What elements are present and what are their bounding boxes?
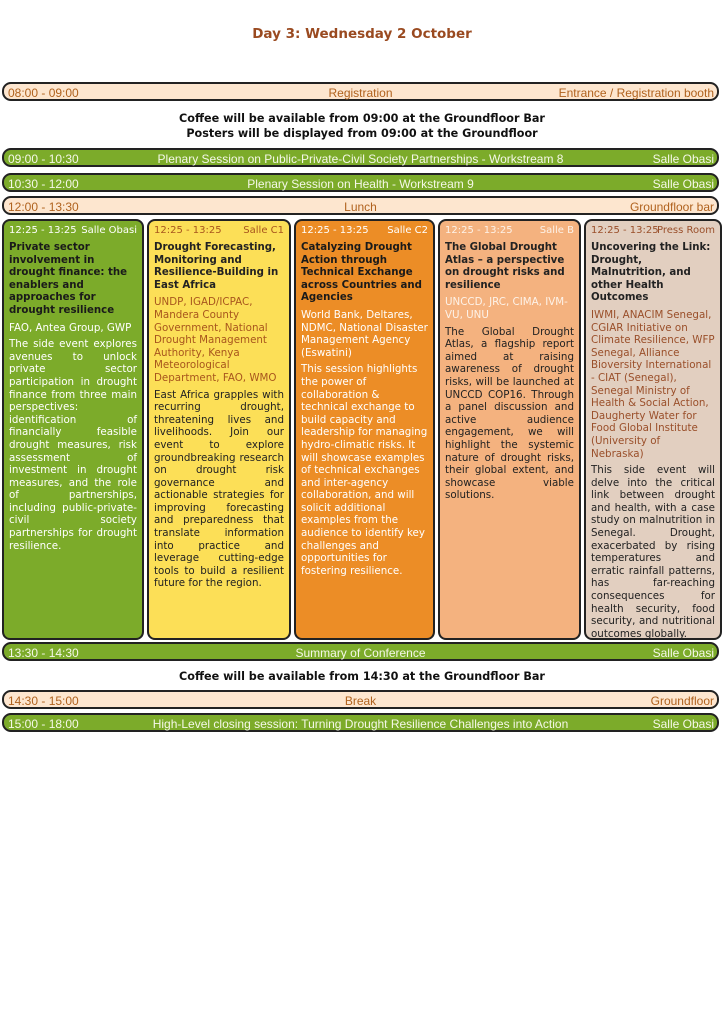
event-room: Salle C1 [243,225,284,236]
event-description: This side event will delve into the critical link between drought and health, with a case study on malnutrition in Senegal. Drought, exacerbated by rising temperatures and erratic rainfall patterns, has far-reaching consequences for health security, food security, and nutritional outcomes globally. [591,464,715,640]
row-time: 13:30 - 14:30 [8,646,79,660]
event-room: Press Room [657,225,715,236]
event-room: Salle Obasi [81,225,137,236]
event-room: Salle C2 [387,225,428,236]
row-label: High-Level closing session: Turning Drought Resilience Challenges into Action [152,717,569,731]
event-description: East Africa grapples with recurring drought, threatening lives and livelihoods. Join our event to explore groundbreaking research on drought risk governance and actionable strategies for improving forecasting and preparedness that translate information into practice and leverage cutting-edge tools to build a resilient future for the region. [154,388,284,590]
plenary-health-row [2,173,719,192]
row-label: Lunch [344,200,377,214]
row-location: Groundfloor [650,694,714,708]
row-label: Plenary Session on Health - Workstream 9 [247,177,474,191]
event-time: 12:25 - 13:25 [445,225,513,236]
row-location: Salle Obasi [652,177,714,191]
event-description: This session highlights the power of collaboration & technical exchange to build capacity and leadership for managing hydro-climatic risks. It will showcase examples of technical exchanges and inter-agency collaboration, and will solicit additional examples from the audience to identify key challenges and opportunities for fostering resilience. [301,363,428,577]
event-description: The side event explores avenues to unlock private sector participation in drought finance from three main perspectives: identification of financially feasible drought measures, risk assessment of investment in drought measures, and the role of partnerships, including public-private-civil society partnerships for drought resilience. [9,338,137,552]
row-location: Entrance / Registration booth [558,86,714,100]
event-title: Uncovering the Link: Drought, Malnutrition, and other Health Outcomes [591,242,711,304]
event-organizers: IWMI, ANACIM Senegal, CGIAR Initiative on Climate Resilience, WFP Senegal, Alliance Bioversity International - CIAT (Senegal), Senegal Ministry of Health & Social Action, Daugherty Water for Food Global Institute (University of Nebraska) [591,308,715,460]
event-organizers: World Bank, Deltares, NDMC, National Disaster Management Agency (Eswatini) [301,308,428,359]
summary-row [2,642,719,661]
event-time: 12:25 - 13:25 [154,225,222,236]
event-title: The Global Drought Atlas – a perspective on drought risks and resilience [445,242,565,291]
event-title: Private sector involvement in drought finance: the enablers and approaches for drought resilience [9,242,128,316]
row-location: Salle Obasi [652,646,714,660]
row-time: 12:00 - 13:30 [8,200,79,214]
side-event-health-link [584,219,722,640]
row-time: 09:00 - 10:30 [8,152,79,166]
side-event-east-africa [147,219,291,640]
plenary-partnerships-row [2,148,719,167]
side-event-private-sector [2,219,144,640]
event-time: 12:25 - 13:25 [591,225,659,236]
posters-note: Posters will be displayed from 09:00 at the Groundfloor [186,127,538,140]
event-time: 12:25 - 13:25 [301,225,369,236]
side-event-drought-atlas [438,219,581,640]
row-time: 08:00 - 09:00 [8,86,79,100]
registration-row [2,82,719,101]
coffee-note: Coffee will be available from 09:00 at the Groundfloor Bar [179,112,545,125]
coffee-afternoon-note: Coffee will be available from 14:30 at the Groundfloor Bar [179,670,545,683]
event-time: 12:25 - 13:25 [9,225,77,236]
row-location: Salle Obasi [652,152,714,166]
row-label: Plenary Session on Public-Private-Civil Society Partnerships - Workstream 8 [157,152,564,166]
row-label: Registration [328,86,393,100]
event-room: Salle B [539,225,574,236]
row-label: Summary of Conference [295,646,426,660]
lunch-row [2,196,719,215]
row-location: Salle Obasi [652,717,714,731]
row-time: 10:30 - 12:00 [8,177,79,191]
row-time: 14:30 - 15:00 [8,694,79,708]
side-event-technical-exchange [294,219,435,640]
break-row [2,690,719,709]
event-organizers: UNCCD, JRC, CIMA, IVM-VU, UNU [445,296,568,321]
row-time: 15:00 - 18:00 [8,717,79,731]
closing-session-row [2,713,719,732]
event-title: Catalyzing Drought Action through Technical Exchange across Countries and Agencies [301,242,422,304]
event-organizers: FAO, Antea Group, GWP [9,321,132,334]
row-label: Break [344,694,377,708]
event-title: Drought Forecasting, Monitoring and Resilience-Building in East Africa [154,242,279,291]
event-organizers: UNDP, IGAD/ICPAC, Mandera County Government, National Drought Management Authority, Kenya Meteorological Department, FAO, WMO [154,296,277,384]
page-title: Day 3: Wednesday 2 October [252,26,472,42]
row-location: Groundfloor bar [629,200,714,214]
event-description: The Global Drought Atlas, a flagship report aimed at raising awareness of drought risks, will be launched at UNCCD COP16. Through a panel discussion and active audience engagement, we will highlight the systemic nature of drought risks, their global extent, and showcase viable solutions. [445,325,574,502]
